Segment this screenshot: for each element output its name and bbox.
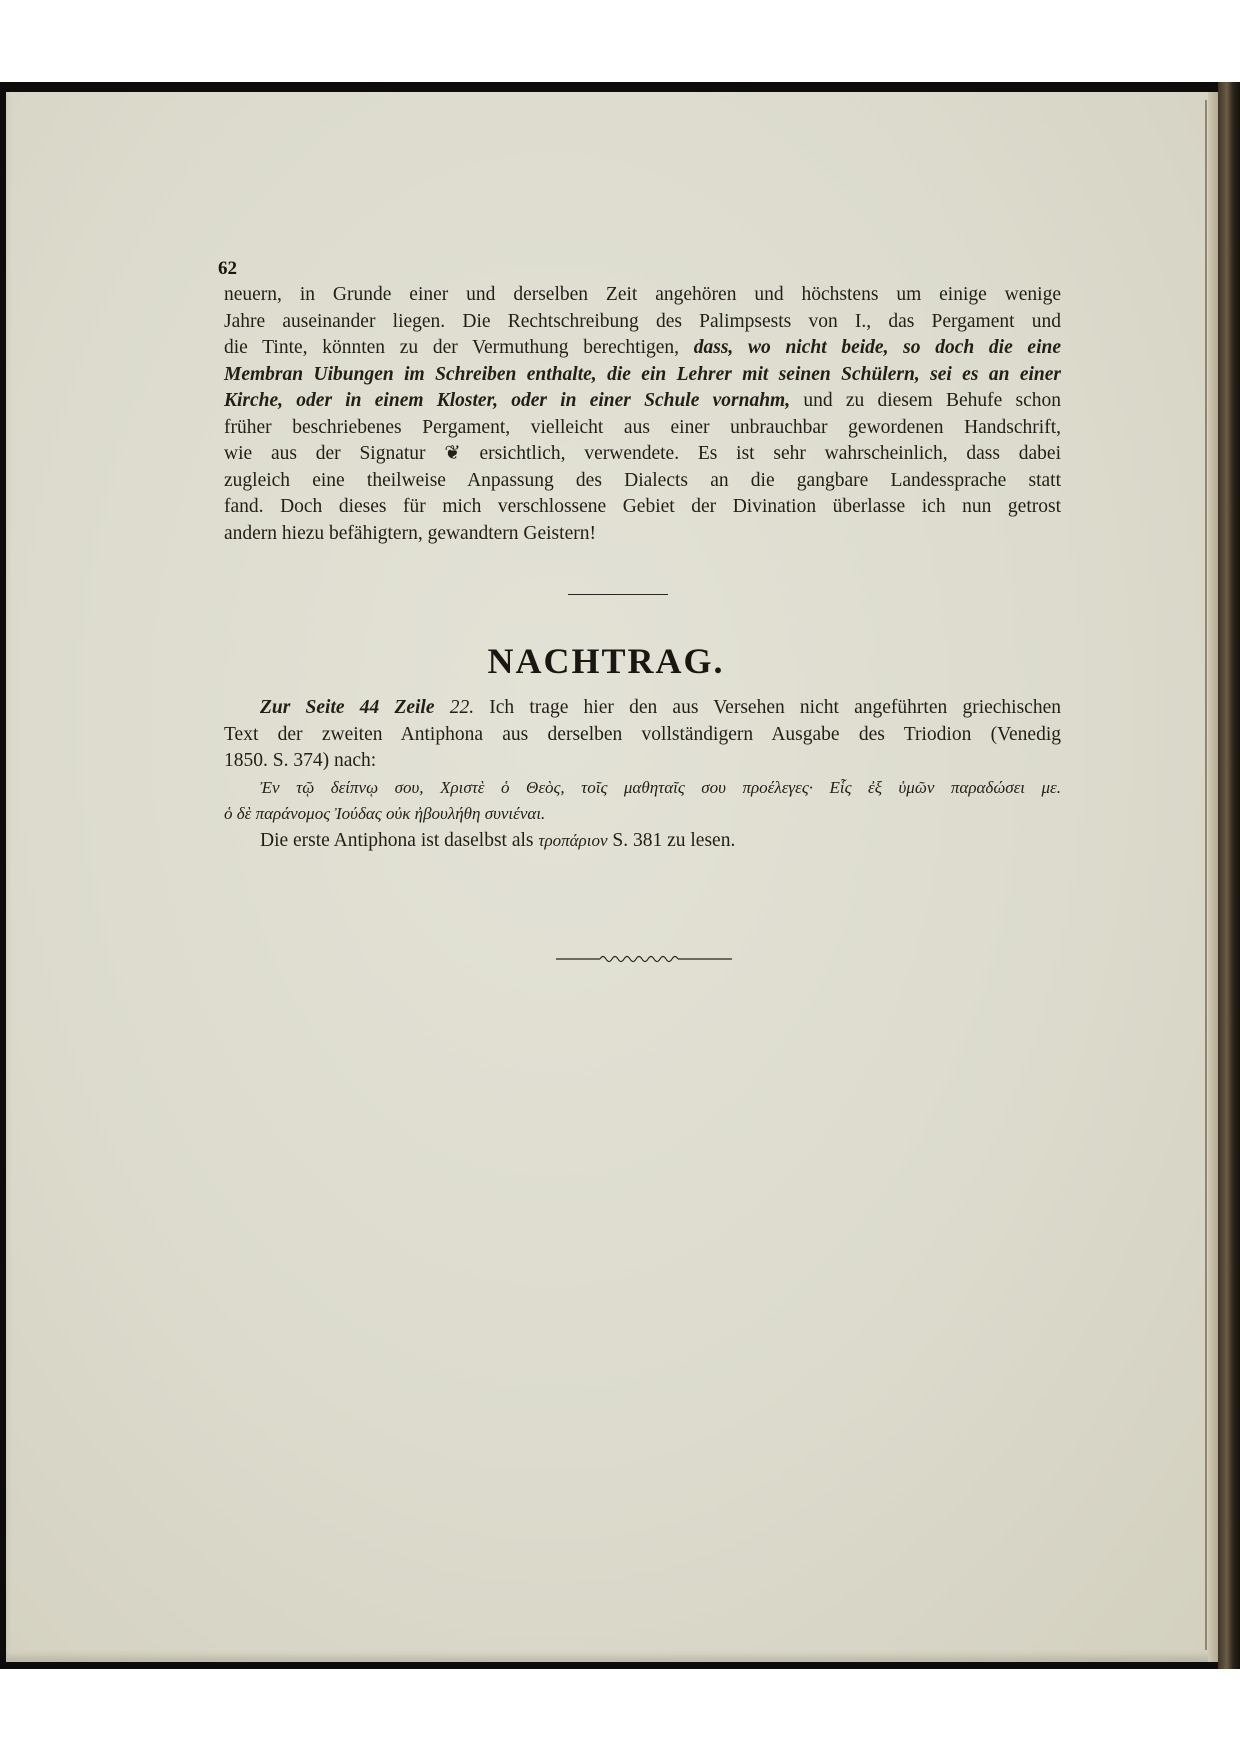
page-number: 62	[218, 258, 237, 279]
body-line	[224, 521, 1061, 548]
greek-quote-line-1: Ἐν τῷ δείπνῳ σου, Χριστὲ ὁ Θεὸς, τοῖς μαθηταῖς σου προέλεγες· Εἷς ἐξ ὑμῶν παραδώσει με.	[260, 777, 1061, 797]
body-line	[224, 494, 1061, 521]
greek-term: τροπάριον	[538, 830, 608, 850]
emphasis-text: Membran Uibungen im Schreiben enthalte, die ein Lehrer mit seinen Schülern, sei es an einer	[224, 363, 1061, 385]
body-text: neuern, in Grunde einer und derselben Zeit angehören und höchstens um einige wenige	[224, 284, 1061, 305]
body-line	[224, 335, 1061, 362]
section-divider	[568, 594, 668, 595]
body-text: und zu diesem Behufe schon	[790, 390, 1061, 411]
page-gutter	[1208, 92, 1218, 1662]
body-text: früher beschriebenes Pergament, vielleicht aus einer unbrauchbar gewordenen Handschrift,	[224, 416, 1061, 438]
nachtrag-line-3: 1850. S. 374) nach:	[224, 750, 377, 771]
page-edge	[1205, 100, 1207, 1650]
section-heading: NACHTRAG.	[487, 641, 725, 681]
body-line	[224, 388, 1061, 415]
emphasis-text: dass, wo nicht beide, so doch die eine	[693, 337, 1061, 358]
page-reference-number: 22.	[434, 697, 475, 718]
body-text: andern hiezu befähigtern, gewandtern Geistern!	[224, 522, 596, 544]
body-line	[224, 362, 1061, 389]
body-text: Jahre auseinander liegen. Die Rechtschreibung des Palimpsests von I., das Pergament und	[224, 310, 1061, 332]
body-line	[224, 282, 1061, 309]
book-spine	[1218, 82, 1240, 1669]
body-text: fand. Doch dieses für mich verschlossene Gebiet der Divination überlasse ich nun getrost	[224, 496, 1061, 517]
nachtrag-closing-line	[224, 828, 1061, 855]
nachtrag-line-1	[224, 695, 1061, 722]
body-line	[224, 468, 1061, 495]
nachtrag-line-2: Text der zweiten Antiphona aus derselben vollständigern Ausgabe des Triodion (Venedig	[224, 723, 1061, 745]
nachtrag-paragraph	[224, 695, 1061, 854]
body-line	[224, 441, 1061, 468]
emphasis-text: Kirche, oder in einem Kloster, oder in einer Schule vornahm,	[224, 390, 791, 411]
nachtrag-text: Ich trage hier den aus Versehen nicht angeführten griechischen	[474, 697, 1061, 718]
body-line	[224, 309, 1061, 336]
body-text: die Tinte, könnten zu der Vermuthung berechtigen,	[224, 337, 694, 358]
page-reference: Zur Seite 44 Zeile	[260, 697, 435, 718]
body-text: zugleich eine theilweise Anpassung des Dialects an die gangbare Landessprache statt	[224, 469, 1061, 491]
body-line	[224, 415, 1061, 442]
body-text: wie aus der Signatur ❦ ersichtlich, verwendete. Es ist sehr wahrscheinlich, dass dabei	[224, 443, 1061, 464]
end-ornament-icon	[556, 953, 732, 965]
closing-reference: S. 381 zu lesen.	[607, 829, 736, 851]
closing-text: Die erste Antiphona ist daselbst als	[260, 829, 539, 851]
body-paragraph	[224, 282, 1061, 547]
greek-quote-line-2: ὁ δὲ παράνομος Ἰούδας οὐκ ἠβουλήθη συνιέναι.	[224, 804, 546, 823]
